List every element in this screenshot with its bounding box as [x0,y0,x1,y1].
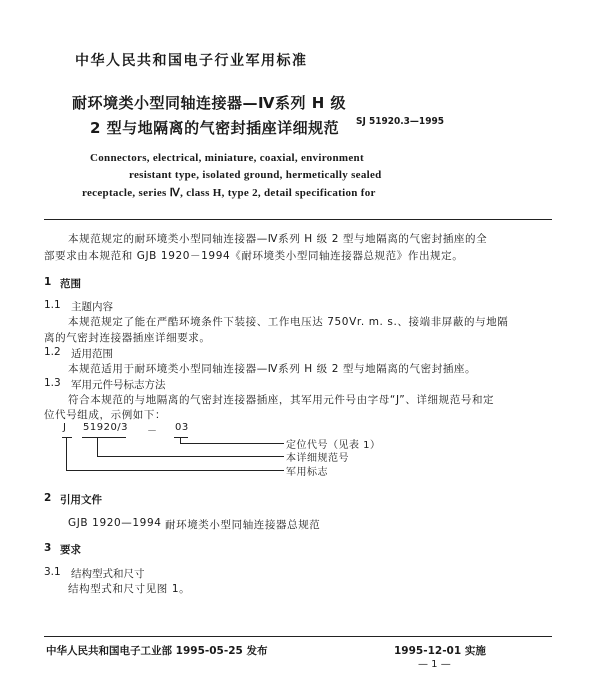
section-1-number: 1 [44,276,52,288]
title-line-2: 2 型与地隔离的气密封插座详细规范 [90,119,340,137]
effective-date: 1995-12-01 实施 [394,645,486,657]
spec-leader-horizontal [97,456,284,457]
section-1-1-line-1: 本规范规定了能在严酷环境条件下装接、工作电压达 750Vr. m. s.、接端非屏蔽的与地隔 [68,316,509,328]
section-1-2-number: 1.2 [44,346,61,358]
spec-underline [82,437,126,438]
english-title-line-2: resistant type, isolated ground, hermetically sealed [129,169,382,181]
label-position-code: 定位代号（见表 1） [286,440,381,451]
title-line-1: 耐环境类小型同轴连接器—Ⅳ系列 H 级 [72,94,346,112]
position-leader-horizontal [180,443,284,444]
prefix-leader-horizontal [66,470,284,471]
section-1-title: 范围 [60,278,81,290]
section-1-1-line-2: 离的气密封连接器插座详细要求。 [44,332,211,344]
standard-category-header: 中华人民共和国电子行业军用标准 [75,53,308,69]
prefix-underline [62,437,72,438]
english-title-line-1: Connectors, electrical, miniature, coaxial, environment [90,152,364,164]
issued-date: 中华人民共和国电子工业部 1995-05-25 发布 [46,645,268,657]
part-number-position: 03 [175,422,189,433]
section-2-title: 引用文件 [60,494,102,506]
section-1-2-title: 适用范围 [71,348,113,360]
section-1-3-line-2: 位代号组成，示例如下： [44,409,167,421]
intro-line-1: 本规范规定的耐环境类小型同轴连接器—Ⅳ系列 H 级 2 型与地隔离的气密封插座的全 [68,233,488,245]
prefix-leader-vertical [66,437,67,471]
section-2-number: 2 [44,492,52,504]
part-number-prefix: J [63,422,67,433]
page-number: — 1 — [418,659,451,670]
section-1-3-line-1: 符合本规范的与地隔离的气密封连接器插座，其军用元件号由字母“J”、详细规范号和定 [68,394,495,406]
section-1-3-title: 军用元件号标志方法 [71,379,166,391]
title-divider [44,219,552,220]
intro-line-2: 部要求由本规范和 GJB 1920－1994《耐环境类小型同轴连接器总规范》作出规定。 [44,250,464,262]
section-3-1-line-1: 结构型式和尺寸见图 1。 [68,583,191,595]
label-spec-number: 本详细规范号 [286,453,349,464]
section-1-3-number: 1.3 [44,377,61,389]
section-1-1-number: 1.1 [44,299,61,311]
english-title-line-3: receptacle, series Ⅳ, class H, type 2, detail specification for [82,187,376,199]
spec-leader-vertical [97,437,98,457]
footer-divider [44,636,552,637]
part-number-spec: 51920/3 [83,422,129,433]
standard-code: SJ 51920.3—1995 [356,116,444,127]
section-3-number: 3 [44,542,52,554]
part-number-dash: － [147,426,158,437]
position-underline [174,437,188,438]
label-military-mark: 军用标志 [286,467,328,478]
reference-title: 耐环境类小型同轴连接器总规范 [165,519,321,531]
section-3-1-title: 结构型式和尺寸 [71,568,145,580]
section-3-1-number: 3.1 [44,566,61,578]
section-1-1-title: 主题内容 [71,301,113,313]
section-3-title: 要求 [60,544,81,556]
section-1-2-line-1: 本规范适用于耐环境类小型同轴连接器—Ⅳ系列 H 级 2 型与地隔离的气密封插座。 [68,363,477,375]
reference-code: GJB 1920—1994 [68,517,162,529]
